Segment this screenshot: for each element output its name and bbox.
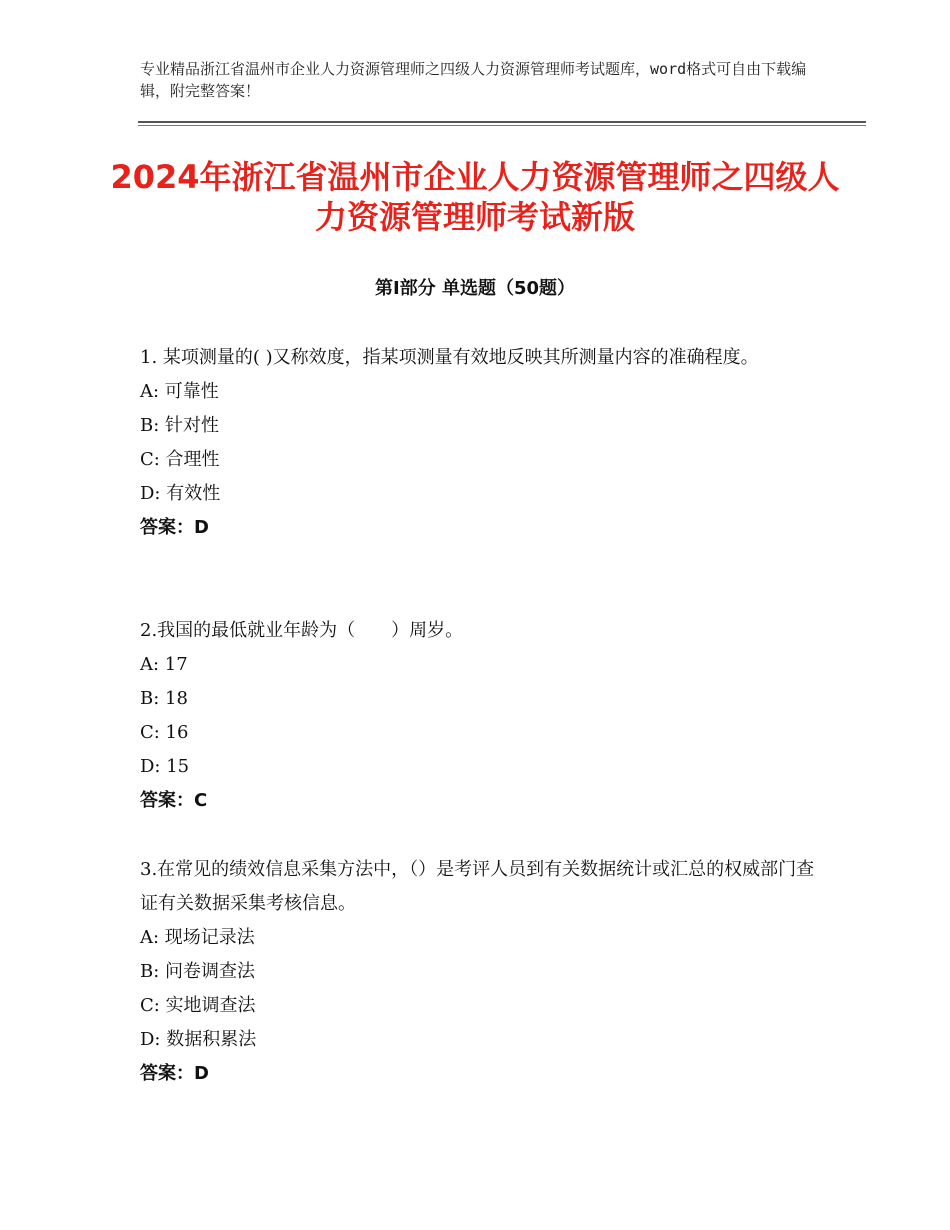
option-a: A: 现场记录法 [140,927,255,948]
option-b: B: 18 [140,688,188,709]
header-rule-thick [138,121,866,123]
option-b: B: 针对性 [140,415,220,436]
option-c: C: 合理性 [140,449,220,470]
answer: 答案：D [140,1063,209,1084]
option-a: A: 17 [140,654,188,675]
option-a: A: 可靠性 [140,381,219,402]
answer: 答案：C [140,790,208,811]
header-note: 专业精品浙江省温州市企业人力资源管理师之四级人力资源管理师考试题库，word格式可自由下载编辑，附完整答案！ [140,60,807,100]
header-rule-thin [138,125,866,126]
question-1 [140,341,820,545]
option-d: D: 数据积累法 [140,1029,257,1050]
question-3 [140,853,820,1091]
option-d: D: 15 [140,756,190,777]
section-title: 第Ⅰ部分 单选题（50题） [374,278,575,299]
question-stem: 1. 某项测量的( )又称效度，指某项测量有效地反映其所测量内容的准确程度。 [140,347,759,368]
question-stem: 3.在常见的绩效信息采集方法中，（）是考评人员到有关数据统计或汇总的权威部门查证有关数据采集考核信息。 [140,859,815,914]
document-title: 2024年浙江省温州市企业人力资源管理师之四级人力资源管理师考试新版 [110,158,840,236]
option-d: D: 有效性 [140,483,221,504]
question-2 [140,614,820,818]
option-c: C: 实地调查法 [140,995,256,1016]
answer: 答案：D [140,517,209,538]
option-c: C: 16 [140,722,189,743]
question-stem: 2.我国的最低就业年龄为（ ）周岁。 [140,620,464,641]
option-b: B: 问卷调查法 [140,961,256,982]
